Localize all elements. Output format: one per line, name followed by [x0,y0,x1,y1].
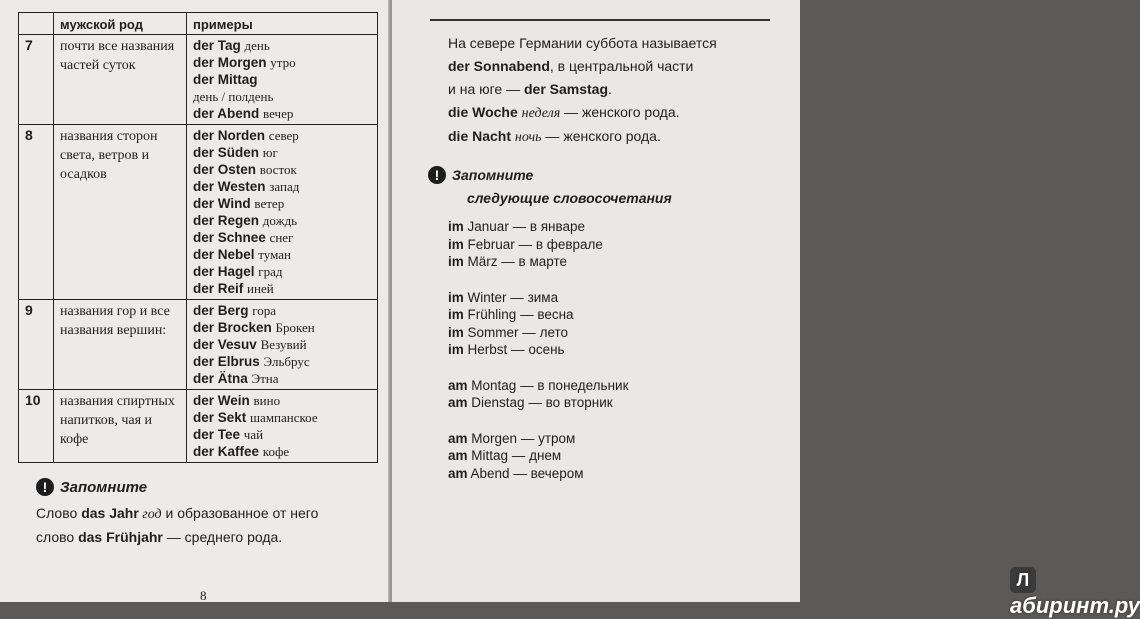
row-description: названия спиртных напитков, чая и кофе [54,390,187,463]
phrase-german: Januar [467,219,509,234]
phrase-preposition: am [448,465,468,481]
phrase-german: Winter [467,289,507,305]
example-translation: град [258,264,283,279]
example-item [193,161,371,178]
note-translation: год [138,507,162,523]
example-german: der Elbrus [193,354,260,369]
row-description: почти все названия частей суток [54,35,187,125]
phrase-translation: вечером [530,465,584,481]
row-examples [187,35,378,125]
intro-text-part: , в центральной части [549,58,694,74]
row-examples [187,125,378,300]
example-translation: кофе [262,444,290,459]
example-german: der Vesuv [193,337,257,352]
example-item [193,105,371,122]
phrase-item: am Montag — в понедельник [448,377,629,393]
example-german: der Norden [193,128,266,143]
grammar-table [18,12,378,463]
phrase-translation: во вторник [545,395,613,410]
german-word: der Sonnabend [448,58,550,74]
phrase-translation: в понедельник [537,377,629,393]
example-translation: вечер [263,106,294,121]
example-item [193,246,371,263]
phrase-german: Morgen [471,430,518,446]
note-text [36,502,376,548]
row-number: 8 [19,125,54,300]
row-examples [187,390,378,463]
example-item [193,263,371,280]
example-translation: гора [252,303,277,318]
example-translation: запад [269,179,300,194]
top-rule [430,19,770,21]
example-translation: Везувий [260,337,307,352]
example-translation: шампанское [250,410,318,425]
row-number: 9 [19,300,54,390]
row-examples [187,300,378,390]
header-number [19,13,54,35]
example-translation: восток [259,162,297,177]
row-description: названия сторон света, ветров и осадков [54,125,187,300]
example-item [193,127,371,144]
phrase-german: Herbst [467,342,508,357]
example-item [193,212,371,229]
group-spacer [448,271,768,289]
intro-line [448,78,788,101]
example-german: der Abend [193,106,260,121]
phrase-list [448,218,768,482]
example-translation: Эльбрус [263,354,310,369]
exclamation-icon: ! [36,478,54,496]
table-row [19,35,378,125]
example-german: der Regen [193,213,260,228]
example-translation: дождь [262,213,298,228]
example-german: der Tag [193,38,241,53]
phrase-translation: утром [538,430,576,446]
example-item [193,195,371,212]
note-text-part: Слово [36,505,82,522]
example-translation: день [244,38,270,53]
intro-line [448,125,788,149]
example-german: der Sekt [193,410,247,425]
phrase-translation: в марте [518,254,568,269]
example-item [193,280,371,297]
phrase-item: am Dienstag — во вторник [448,395,613,410]
note-title: Запомните [452,167,534,183]
example-german: der Wein [193,393,250,408]
note-title: Запомните [60,478,148,496]
phrase-translation: в январе [529,219,586,234]
example-translation: чай [243,427,264,442]
phrase-german: Februar [467,236,515,252]
phrase-item: im Herbst — осень [448,342,565,357]
table-body [19,35,378,463]
phrase-translation: лето [539,324,569,340]
row-number: 7 [19,35,54,125]
example-german: der Westen [193,179,266,194]
intro-text-part: — женского рода. [541,128,661,144]
example-german: der Berg [193,303,249,318]
phrase-preposition: am [448,395,468,410]
example-item [193,302,371,319]
example-german: der Reif [193,281,244,296]
group-spacer [448,412,768,430]
example-german: der Ätna [193,371,248,386]
example-translation: Брокен [275,320,315,335]
note-german-word: das Jahr [81,505,139,522]
intro-text-part: — женского рода. [560,104,680,120]
example-item [193,37,371,54]
intro-text [448,32,788,149]
example-german: der Wind [193,196,251,211]
example-item [193,370,371,387]
phrase-preposition: am [448,430,468,446]
german-word: der Samstag [523,81,609,97]
intro-line [448,55,788,78]
phrase-item: im Januar — в январе [448,219,586,234]
row-number: 10 [19,390,54,463]
example-item [193,178,371,195]
example-item [193,336,371,353]
example-item [193,71,371,88]
phrase-translation: зима [527,289,559,305]
phrase-item: am Morgen — утром [448,430,576,446]
example-translation: север [268,128,299,143]
example-translation: юг [262,145,278,160]
example-translation: туман [258,247,291,262]
phrase-translation: в феврале [535,236,603,252]
example-item [193,353,371,370]
example-translation: день / полдень [193,89,274,104]
right-page [392,0,1140,619]
row-description: названия гор и все названия вершин: [54,300,187,390]
phrase-preposition: im [448,324,464,340]
phrase-german: Mittag [471,448,509,463]
page-number: 8 [200,588,207,603]
phrase-item: im Frühling — весна [448,307,574,322]
phrase-item: im Februar — в феврале [448,236,603,252]
phrase-german: März [467,254,498,269]
remember-note [36,478,376,548]
phrase-preposition: im [448,307,464,322]
example-german: der Hagel [193,264,255,279]
example-translation: иней [247,281,274,296]
example-german: der Mittag [193,72,258,87]
table-row [19,390,378,463]
phrase-preposition: im [448,254,464,269]
example-german: der Morgen [193,55,267,70]
phrase-item: im Sommer — лето [448,324,569,340]
example-translation: Этна [251,371,279,386]
phrase-item: am Mittag — днем [448,448,562,463]
table-row [19,125,378,300]
example-item [193,409,371,426]
translation: ночь [514,130,542,145]
intro-line: На севере Германии суббота называется [448,35,717,51]
phrase-translation: осень [528,342,565,357]
example-item [193,443,371,460]
example-german: der Brocken [193,320,272,335]
phrase-preposition: am [448,377,468,393]
example-german: der Schnee [193,230,266,245]
note-text-part: и образованное от него [161,505,319,522]
note-text-part: слово [36,529,79,546]
phrase-translation: весна [537,307,574,322]
phrase-translation: днем [529,448,562,463]
example-translation: утро [270,55,296,70]
note-text-part: — среднего рода. [162,529,283,546]
exclamation-icon: ! [428,166,446,184]
example-item [193,426,371,443]
phrase-german: Frühling [467,307,517,322]
phrase-preposition: am [448,448,468,463]
phrase-preposition: im [448,342,464,357]
german-word: die Woche [448,104,518,120]
example-translation: ветер [254,196,285,211]
intro-text-part: . [608,81,612,97]
labirint-watermark [1010,566,1140,619]
intro-text-part: и на юге — [448,81,524,97]
example-item [193,144,371,161]
left-page [0,0,391,602]
remember-phrases-note [428,166,672,206]
example-item [193,229,371,246]
watermark-text: абиринт.ру [1010,593,1140,619]
watermark-logo-letter: Л [1010,567,1036,593]
phrase-item: im Winter — зима [448,289,559,305]
example-german: der Nebel [193,247,255,262]
table-row [19,300,378,390]
phrase-preposition: im [448,236,464,252]
example-translation: снег [269,230,294,245]
phrase-item: am Abend — вечером [448,465,584,481]
example-german: der Kaffee [193,444,260,459]
header-masculine: мужской род [54,13,187,35]
note-subtitle: следующие словосочетания [467,190,672,206]
example-german: der Osten [193,162,257,177]
german-word: die Nacht [448,128,512,144]
example-german: der Süden [193,145,260,160]
example-item [193,88,371,105]
group-spacer [448,359,768,377]
example-translation: вино [253,393,281,408]
phrase-preposition: im [448,289,464,305]
header-examples: примеры [187,13,378,35]
translation: неделя [521,106,561,121]
example-item [193,319,371,336]
example-item [193,54,371,71]
phrase-german: Abend [470,465,510,481]
phrase-item: im März — в марте [448,254,568,269]
phrase-german: Sommer [467,324,519,340]
example-item [193,392,371,409]
note-german-word: das Frühjahr [78,529,163,546]
phrase-german: Dienstag [471,395,525,410]
phrase-german: Montag [471,377,517,393]
phrase-preposition: im [448,219,464,234]
table-header-row [19,13,378,35]
example-german: der Tee [193,427,241,442]
intro-line [448,101,788,125]
